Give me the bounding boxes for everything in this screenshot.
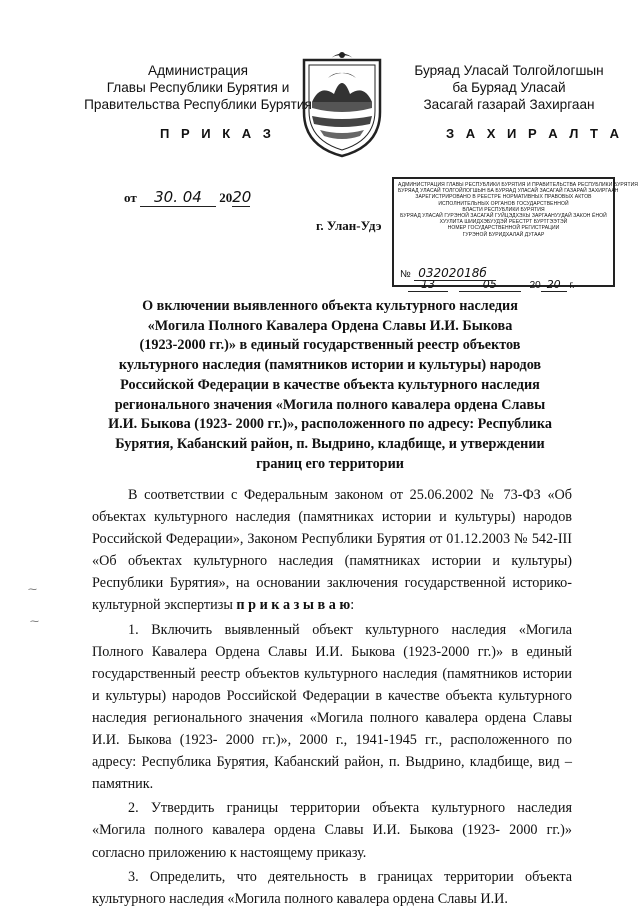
stamp-line: БУРЯАД УЛАСАЙ ТОЛГОЙЛОГШЫН БА БУРЯАД УЛАСАЙ ЗАСАГАЙ ГАЗАРАЙ ЗАХИРГААН	[398, 188, 619, 195]
stamp-line: ГУРЭНОЙ БУРИДХАЛАЙ ДУГААР	[462, 231, 545, 238]
header-right-line: Буряад Уласай Толгойлогшын	[414, 63, 604, 78]
stamp-year-prefix: 20	[529, 280, 541, 291]
stamp-line: ИСПОЛНИТЕЛЬНЫХ ОРГАНОВ ГОСУДАРСТВЕННОЙ	[438, 200, 569, 207]
header-left	[78, 62, 318, 113]
clause-3: 3. Определить, что деятельность в границах территории объекта культурного наследия «Могила полного кавалера ордена Славы И.И.	[92, 868, 572, 907]
date-line	[124, 188, 250, 207]
stamp-year-suffix: 20	[541, 278, 567, 292]
stamp-line: НОМЕР ГОСУДАРСТВЕННОЙ РЕГИСТРАЦИИ	[447, 225, 560, 232]
header-right	[394, 62, 624, 113]
date-year-prefix: 20	[219, 190, 233, 205]
margin-mark: ⁓	[28, 584, 37, 594]
stamp-line: ВЛАСТИ РЕСПУБЛИКИ БУРЯТИЯ	[462, 206, 545, 213]
preamble-paragraph	[92, 484, 572, 617]
title-line: Российской Федерации в качестве объекта культурного наследия	[120, 376, 540, 393]
header-left-line: Администрация	[148, 63, 248, 78]
date-prefix: от	[124, 190, 137, 205]
stamp-day: 13	[408, 278, 448, 292]
stamp-line: БУРЯАД УЛАСАЙ ГУРЭНОЙ ЗАСАГАЙ ГУЙЦЭДХЭХЫ ЗАРГААНУУДАЙ ЗАКОН ЁНОЙ	[400, 213, 607, 220]
header-left-line: Главы Республики Бурятия и	[106, 80, 290, 95]
header-left-line: Правительства Республики Бурятия	[84, 97, 312, 112]
header-right-line: ба Буряад Уласай	[452, 80, 566, 95]
clause-2: 2. Утвердить границы территории объекта культурного наследия «Могила полного кавалера ордена Славы И.И. Быкова (1923- 2000 гг.)» согласно приложению к настоящему приказу.	[92, 800, 572, 861]
margin-mark: ⁓	[30, 616, 39, 626]
order-title-bua: З А Х И Р А Л Т А	[446, 126, 623, 141]
title-line: регионального значения «Могила полного кавалера ордена Славы	[114, 396, 546, 413]
preamble-order-word: п р и к а з ы в а ю	[232, 597, 351, 614]
city-name: г. Улан-Удэ	[316, 218, 382, 233]
header-right-line: Засагай газарай Захиргаан	[423, 97, 595, 112]
document-body	[92, 484, 572, 910]
stamp-date-row	[400, 278, 606, 292]
stamp-line: ЗАРЕГИСТРИРОВАНО В РЕЕСТРЕ НОРМАТИВНЫХ ПРАВОВЫХ АКТОВ	[415, 194, 592, 201]
stamp-month: 05	[459, 278, 521, 292]
title-line: И.И. Быкова (1923- 2000 гг.)», расположенного по адресу: Республика	[108, 416, 552, 433]
document-title	[90, 297, 570, 474]
registration-stamp	[392, 177, 639, 291]
title-line: Бурятия, Кабанский район, п. Выдрино, кладбище, и утверждении	[115, 435, 545, 452]
stamp-number-prefix: №	[400, 269, 411, 280]
order-title-ru: П Р И К А З	[160, 126, 275, 141]
title-line: границ его территории	[256, 455, 404, 472]
title-line: культурного наследия (памятников истории и культуры) народов	[118, 357, 542, 374]
title-line: «Могила Полного Кавалера Ордена Славы И.И. Быкова	[147, 317, 513, 334]
stamp-line: АДМИНИСТРАЦИЯ ГЛАВЫ РЕСПУБЛИКИ БУРЯТИЯ И ПРАВИТЕЛЬСТВА РЕСПУБЛИКИ БУРЯТИЯ	[398, 182, 639, 188]
coat-of-arms-emblem	[300, 50, 384, 158]
date-day-month: 30. 04	[140, 188, 216, 207]
clause-1: 1. Включить выявленный объект культурного наследия «Могила Полного Кавалера Ордена Славы И.И. Быкова (1923-2000 гг.)» в единый государственный реестр объектов культурного наследия (памятников истории и культуры) народов Российской Федерации в качестве объекта культурного наследия регионального значения «Могила полного кавалера ордена Славы И.И. Быкова (1923- 2000 гг.)», 2000 г., 1941-1945 гг., расположенного по адресу: Республика Бурятия, Кабанский район, п. Выдрино, кладбище, вид – памятник.	[92, 621, 572, 793]
title-line: О включении выявленного объекта культурного наследия	[142, 298, 518, 314]
preamble-colon: :	[350, 597, 355, 614]
title-line: (1923-2000 гг.)» в единый государственный реестр объектов	[139, 337, 521, 354]
stamp-line: ХУУЛИТА ШИИДХЭБУУДЭЙ РЕЕСТРТ БУРТГЭЭТЭЙ	[439, 219, 568, 226]
date-year-suffix: 20	[232, 188, 252, 206]
stamp-year-end: г.	[569, 280, 575, 291]
preamble-text: В соответствии с Федеральным законом от 25.06.2002 № 73-ФЗ «Об объектах культурного наследия (памятниках истории и культуры) народов Российской Федерации», Законом Республики Бурятия от 01.12.2003 № 542-III «Об объектах культурного наследия (памятниках истории и культуры) Республики Бурятия», на основании заключения государственной историко-культурной экспертизы	[92, 487, 572, 614]
stamp-number: 03202018б	[414, 266, 492, 281]
